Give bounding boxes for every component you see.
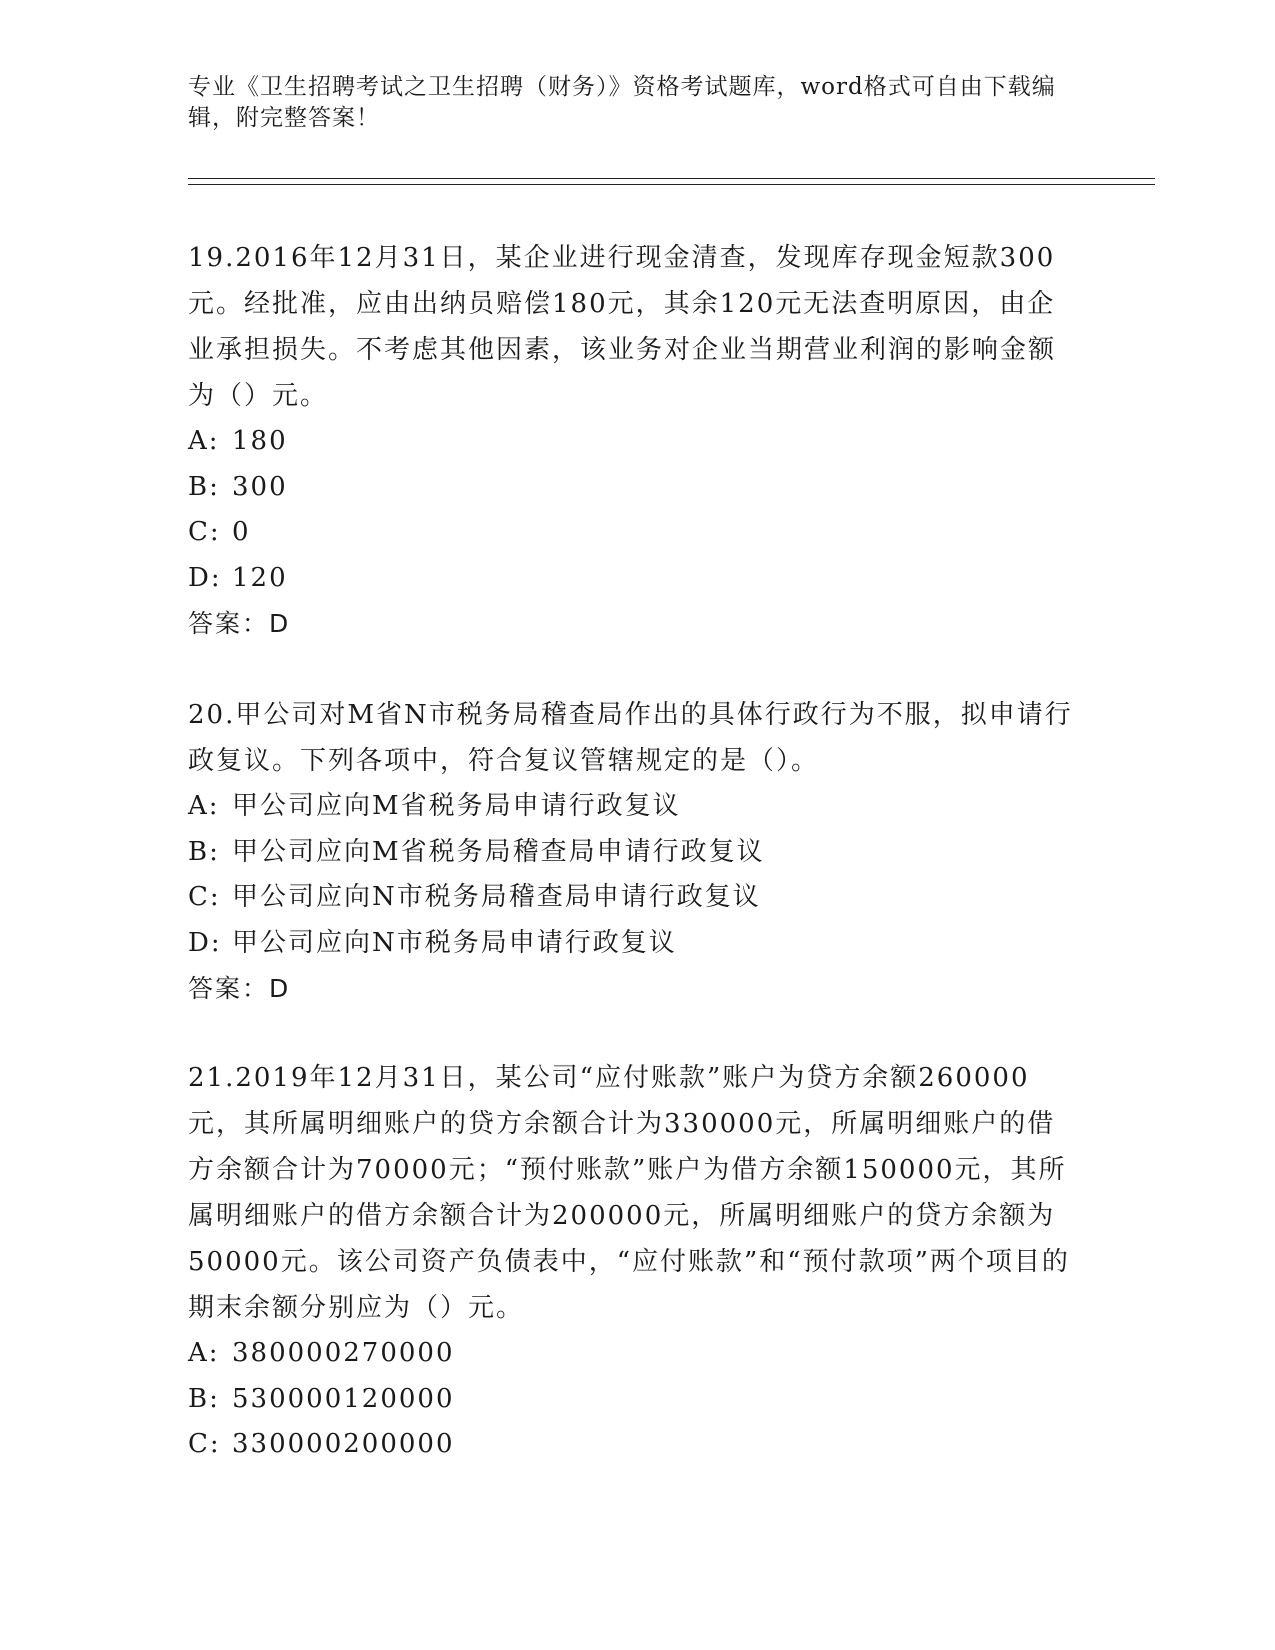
option-label: B: (188, 836, 220, 867)
question-19 (188, 235, 1078, 647)
option-text: 330000200000 (232, 1429, 455, 1459)
answer: 答案：D (188, 974, 291, 1003)
option-text: 120 (232, 562, 288, 593)
header-divider-bottom (188, 184, 1155, 185)
option-c (188, 1422, 1078, 1468)
option-text: 180 (232, 426, 288, 456)
document-header: 专业《卫生招聘考试之卫生招聘（财务）》资格考试题库，word格式可自由下载编辑，附完整答案！ (188, 74, 1056, 131)
option-label: C: (188, 882, 221, 912)
option-d (188, 556, 1078, 602)
option-label: D: (188, 562, 222, 593)
option-label: B: (188, 1383, 220, 1414)
header-divider-top (188, 178, 1155, 179)
option-text: 0 (232, 517, 251, 547)
option-text: 530000120000 (232, 1383, 455, 1414)
option-text: 甲公司应向M省税务局稽查局申请行政复议 (232, 836, 765, 867)
option-label: C: (188, 517, 221, 547)
option-label: A: (188, 791, 220, 821)
answer: 答案：D (188, 609, 291, 638)
option-a (188, 419, 1078, 465)
option-label: C: (188, 1429, 221, 1459)
question-stem: 19.2016年12月31日，某企业进行现金清查，发现库存现金短款300元。经批准，应由出纳员赔偿180元，其余120元无法查明原因，由企业承担损失。不考虑其他因素，该业务对企业当期营业利润的影响金额为（）元。 (188, 243, 1057, 411)
option-b (188, 465, 1078, 511)
option-a (188, 1331, 1078, 1377)
option-b (188, 830, 1078, 876)
option-c (188, 510, 1078, 556)
option-text: 甲公司应向N市税务局稽查局申请行政复议 (232, 882, 761, 912)
question-20 (188, 692, 1078, 1012)
option-text: 300 (232, 471, 288, 502)
option-text: 甲公司应向M省税务局申请行政复议 (232, 791, 681, 821)
option-text: 甲公司应向N市税务局申请行政复议 (232, 927, 677, 958)
option-a (188, 784, 1078, 830)
question-21 (188, 1055, 1078, 1468)
option-label: B: (188, 471, 220, 502)
option-label: A: (188, 426, 220, 456)
option-label: D: (188, 927, 222, 958)
option-c (188, 875, 1078, 921)
question-stem: 20.甲公司对M省N市税务局稽查局作出的具体行政行为不服，拟申请行政复议。下列各项中，符合复议管辖规定的是（）。 (188, 700, 1073, 776)
question-stem: 21.2019年12月31日，某公司“应付账款”账户为贷方余额260000元，其所属明细账户的贷方余额合计为330000元，所属明细账户的借方余额合计为70000元；“预付账款”账户为借方余额150000元，其所属明细账户的借方余额合计为200000元，所属明细账户的贷方余额为50000元。该公司资产负债表中，“应付账款”和“预付款项”两个项目的期末余额分别应为（）元。 (188, 1063, 1070, 1323)
option-label: A: (188, 1338, 220, 1368)
option-b (188, 1377, 1078, 1423)
option-text: 380000270000 (232, 1338, 455, 1368)
option-d (188, 921, 1078, 967)
